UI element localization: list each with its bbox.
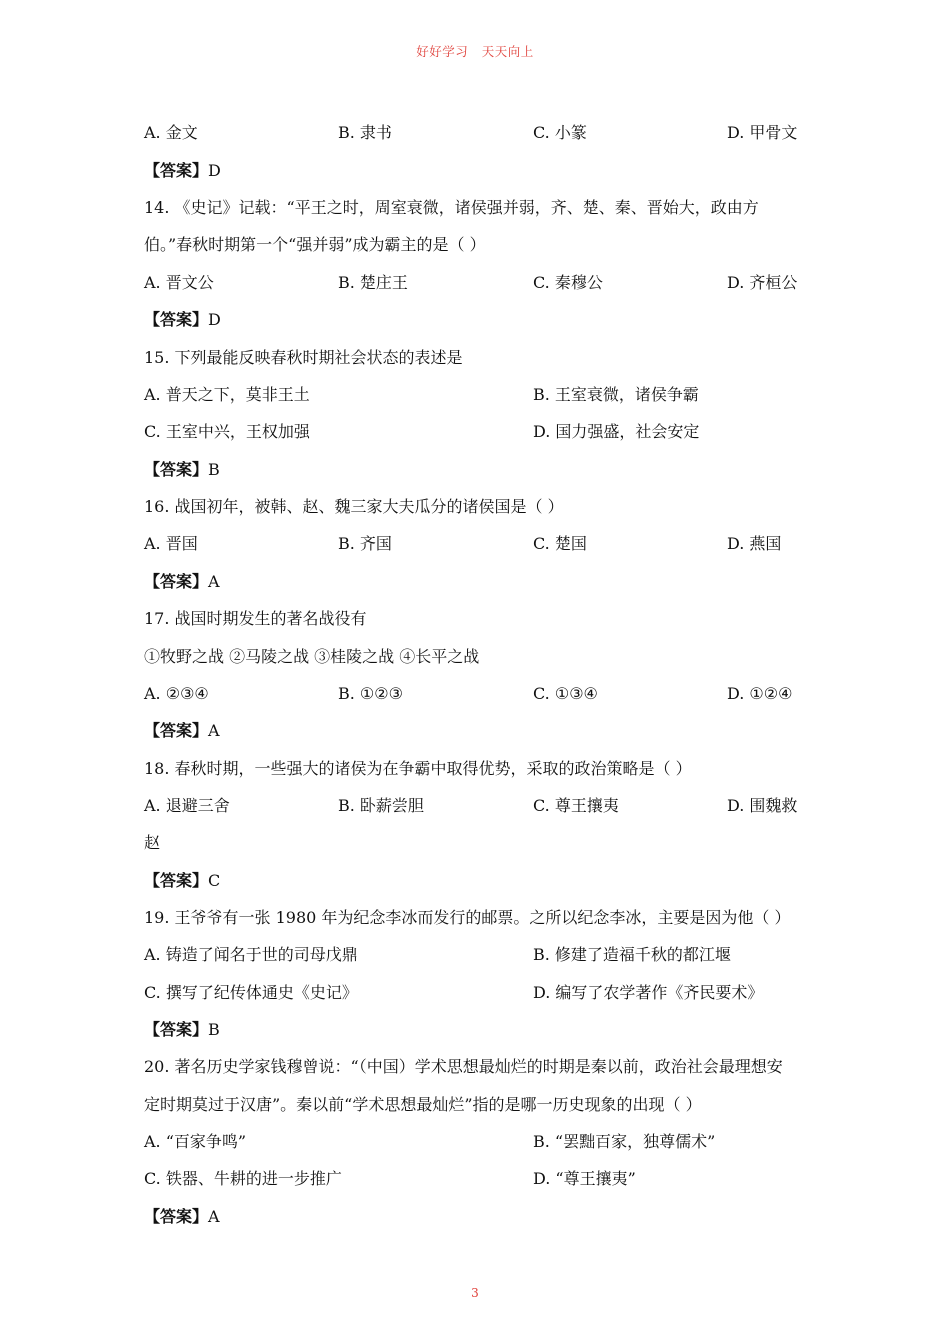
q20-option-c: C. 铁器、牛耕的进一步推广: [144, 1169, 342, 1188]
q16-option-c: C. 楚国: [533, 534, 587, 553]
q19-option-d: D. 编写了农学著作《齐民要术》: [533, 983, 764, 1002]
q13-answer: [144, 159, 221, 183]
q13-option-b: B. 隶书: [338, 123, 392, 142]
q13-option-c: C. 小篆: [533, 123, 587, 142]
q15-answer: [144, 458, 220, 482]
answer-label: 【答案】: [144, 310, 209, 329]
answer-value: D: [208, 161, 221, 180]
answer-value: D: [208, 310, 221, 329]
page-number: 3: [471, 1286, 479, 1300]
q14-stem-line2: 伯。”春秋时期第一个“强并弱”成为霸主的是（ ）: [144, 235, 486, 254]
q18-option-b: B. 卧薪尝胆: [338, 796, 424, 815]
q17-option-c: C. ①③④: [533, 684, 598, 703]
q18-option-a: A. 退避三舍: [144, 796, 230, 815]
q18-option-d: D. 围魏救: [727, 796, 798, 815]
q16-option-b: B. 齐国: [338, 534, 392, 553]
q18-option-c: C. 尊王攘夷: [533, 796, 619, 815]
q19-answer: [144, 1018, 220, 1042]
q20-answer: [144, 1205, 220, 1229]
q16-option-a: A. 晋国: [144, 534, 198, 553]
answer-value: A: [208, 721, 220, 740]
q17-answer: [144, 719, 220, 743]
q15-option-a: A. 普天之下，莫非王土: [144, 385, 310, 404]
q15-stem: 15. 下列最能反映春秋时期社会状态的表述是: [144, 348, 463, 367]
answer-label: 【答案】: [144, 871, 209, 890]
q14-option-d: D. 齐桓公: [727, 273, 798, 292]
q13-option-a: A. 金文: [144, 123, 198, 142]
q18-answer: [144, 869, 220, 893]
q14-answer: [144, 308, 221, 332]
q17-stem: 17. 战国时期发生的著名战役有: [144, 609, 367, 628]
answer-value: A: [208, 1207, 220, 1226]
q14-option-c: C. 秦穆公: [533, 273, 603, 292]
q19-option-c: C. 撰写了纪传体通史《史记》: [144, 983, 358, 1002]
q16-stem: 16. 战国初年，被韩、赵、魏三家大夫瓜分的诸侯国是（ ）: [144, 497, 564, 516]
q16-answer: [144, 570, 220, 594]
q13-option-d: D. 甲骨文: [727, 123, 798, 142]
q15-option-c: C. 王室中兴，王权加强: [144, 422, 310, 441]
q15-option-d: D. 国力强盛，社会安定: [533, 422, 700, 441]
q17-option-b: B. ①②③: [338, 684, 403, 703]
answer-label: 【答案】: [144, 161, 209, 180]
q18-option-d-wrap: 赵: [144, 833, 161, 852]
q14-stem-line1: 14. 《史记》记载：“平王之时，周室衰微，诸侯强并弱，齐、楚、秦、晋始大，政由方: [144, 198, 759, 217]
q16-option-d: D. 燕国: [727, 534, 782, 553]
q20-option-a: A. “百家争鸣”: [144, 1132, 247, 1151]
q17-items: ①牧野之战 ②马陵之战 ③桂陵之战 ④长平之战: [144, 647, 480, 666]
answer-value: B: [208, 1020, 220, 1039]
q14-option-b: B. 楚庄王: [338, 273, 408, 292]
answer-value: A: [208, 572, 220, 591]
q20-stem-line2: 定时期莫过于汉唐”。秦以前“学术思想最灿烂”指的是哪一历史现象的出现（ ）: [144, 1095, 702, 1114]
q20-option-d: D. “尊王攘夷”: [533, 1169, 636, 1188]
q17-option-d: D. ①②④: [727, 684, 793, 703]
answer-label: 【答案】: [144, 572, 209, 591]
q15-option-b: B. 王室衰微，诸侯争霸: [533, 385, 699, 404]
q20-option-b: B. “罢黜百家，独尊儒术”: [533, 1132, 716, 1151]
answer-value: B: [208, 460, 220, 479]
answer-label: 【答案】: [144, 1020, 209, 1039]
answer-label: 【答案】: [144, 721, 209, 740]
answer-label: 【答案】: [144, 460, 209, 479]
q17-option-a: A. ②③④: [144, 684, 209, 703]
q14-option-a: A. 晋文公: [144, 273, 214, 292]
q19-stem: 19. 王爷爷有一张 1980 年为纪念李冰而发行的邮票。之所以纪念李冰，主要是因为他（ ）: [144, 908, 791, 927]
q19-option-b: B. 修建了造福千秋的都江堰: [533, 945, 731, 964]
q20-stem-line1: 20. 著名历史学家钱穆曾说：“（中国）学术思想最灿烂的时期是秦以前，政治社会最理想安: [144, 1057, 783, 1076]
page-header: 好好学习 天天向上: [416, 44, 534, 59]
answer-value: C: [208, 871, 221, 890]
q18-stem: 18. 春秋时期，一些强大的诸侯为在争霸中取得优势，采取的政治策略是（ ）: [144, 759, 692, 778]
answer-label: 【答案】: [144, 1207, 209, 1226]
q19-option-a: A. 铸造了闻名于世的司母戊鼎: [144, 945, 358, 964]
